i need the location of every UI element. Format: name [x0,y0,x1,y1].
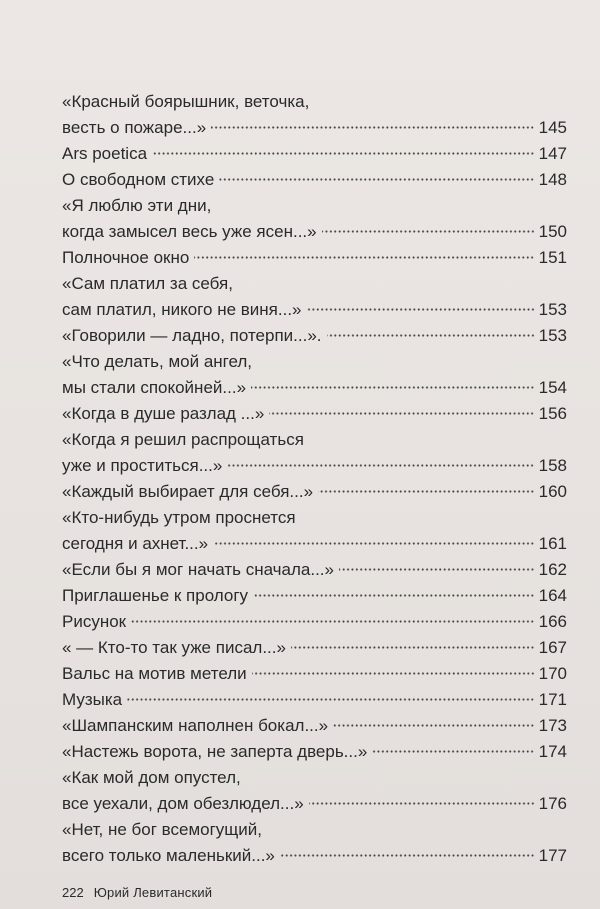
toc-entry [62,609,567,635]
dot-leader [152,152,535,155]
toc-entry-page-number: 176 [538,794,567,813]
toc-entry [62,323,567,349]
toc-entry-title: «Шампанским наполнен бокал...» [62,716,329,735]
toc-entry-title: уже и проститься...» [62,456,223,475]
toc-entry [62,89,567,141]
toc-entry-page-number: 167 [538,638,567,657]
toc-entry-page-number: 153 [538,300,567,319]
toc-entry-page-number: 161 [538,534,567,553]
table-of-contents [62,89,567,869]
toc-entry-line [62,245,567,271]
footer-author: Юрий Левитанский [93,885,213,900]
toc-entry [62,401,567,427]
toc-entry-page-number: 156 [538,404,567,423]
toc-entry-title: Полночное окно [62,248,190,267]
toc-entry-page-number: 162 [538,560,567,579]
toc-entry [62,167,567,193]
toc-entry-title: «Если бы я мог начать сначала...» [62,560,334,579]
toc-entry [62,583,567,609]
toc-entry-title: «Нет, не бог всемогущий, [62,820,262,839]
toc-entry-line [62,297,567,323]
toc-entry-title: «Что делать, мой ангел, [62,352,253,371]
toc-entry [62,739,567,765]
toc-entry-title: «Кто-нибудь утром проснется [62,508,296,527]
toc-entry-line [62,167,567,193]
toc-entry [62,245,567,271]
dot-leader [280,854,535,857]
toc-entry-line [62,323,567,349]
toc-entry [62,713,567,739]
toc-entry-title: «Настежь ворота, не заперта дверь...» [62,742,368,761]
toc-entry-title: Вальс на мотив метели [62,664,247,683]
toc-entry-line [62,141,567,167]
toc-entry-title: «Красный боярышник, веточка, [62,92,310,111]
dot-leader [213,542,535,545]
toc-entry-line [62,765,567,791]
toc-entry-title: весть о пожаре...» [62,118,207,137]
toc-entry-line [62,427,567,453]
dot-leader [372,750,534,753]
toc-entry-line [62,219,567,245]
toc-entry-title: Ars poetica [62,144,148,163]
toc-entry-page-number: 158 [538,456,567,475]
toc-entry-title: сам платил, никого не виня...» [62,300,302,319]
dot-leader [269,412,534,415]
toc-entry-title: «Сам платил за себя, [62,274,233,293]
toc-entry [62,479,567,505]
dot-leader [307,308,535,311]
dot-leader [194,256,534,259]
toc-entry-line [62,583,567,609]
toc-entry-page-number: 151 [538,248,567,267]
toc-entry [62,661,567,687]
toc-entry-title: «Когда в душе разлад ...» [62,404,265,423]
dot-leader [309,802,535,805]
toc-entry-page-number: 148 [538,170,567,189]
toc-entry-page-number: 177 [538,846,567,865]
toc-entry-line [62,505,567,531]
toc-entry-line [62,609,567,635]
toc-entry-title: «Каждый выбирает для себя...» [62,482,314,501]
toc-entry-line [62,635,567,661]
toc-entry-line [62,791,567,817]
toc-entry-line [62,843,567,869]
toc-entry [62,817,567,869]
toc-entry-title: Приглашенье к прологу [62,586,249,605]
toc-entry-page-number: 150 [538,222,567,241]
toc-entry [62,505,567,557]
toc-entry-title: «Я люблю эти дни, [62,196,212,215]
toc-entry-line [62,401,567,427]
dot-leader [127,698,534,701]
toc-entry-title: сегодня и ахнет...» [62,534,209,553]
toc-entry-line [62,531,567,557]
toc-entry [62,635,567,661]
toc-entry-line [62,713,567,739]
toc-entry-line [62,817,567,843]
toc-entry-title: когда замысел весь уже ясен...» [62,222,317,241]
toc-entry-line [62,271,567,297]
dot-leader [131,620,535,623]
toc-entry [62,557,567,583]
dot-leader [327,334,535,337]
dot-leader [318,490,535,493]
toc-entry-page-number: 173 [538,716,567,735]
toc-entry-line [62,557,567,583]
toc-entry-page-number: 153 [538,326,567,345]
toc-entry-page-number: 147 [538,144,567,163]
toc-entry [62,687,567,713]
dot-leader [211,126,534,129]
dot-leader [251,386,535,389]
toc-entry-line [62,661,567,687]
toc-entry-page-number: 154 [538,378,567,397]
toc-entry-title: всего только маленький...» [62,846,275,865]
toc-entry-title: «Говорили — ладно, потерпи...». [62,326,322,345]
dot-leader [252,672,535,675]
toc-entry [62,141,567,167]
toc-entry [62,765,567,817]
dot-leader [333,724,535,727]
dot-leader [253,594,535,597]
toc-entry-title: Рисунок [62,612,127,631]
toc-entry-line [62,89,567,115]
toc-entry-line [62,375,567,401]
dot-leader [339,568,535,571]
dot-leader [291,646,535,649]
toc-entry-line [62,349,567,375]
toc-entry-page-number: 166 [538,612,567,631]
page-footer [62,885,212,900]
toc-entry-page-number: 164 [538,586,567,605]
toc-entry-title: «Как мой дом опустел, [62,768,241,787]
toc-entry-title: Музыка [62,690,123,709]
toc-entry-page-number: 171 [538,690,567,709]
toc-entry-line [62,453,567,479]
toc-entry-title: «Когда я решил распрощаться [62,430,304,449]
toc-entry-line [62,115,567,141]
toc-entry-line [62,739,567,765]
toc-entry-page-number: 174 [538,742,567,761]
toc-entry [62,349,567,401]
toc-entry [62,193,567,245]
toc-entry-line [62,479,567,505]
toc-entry-title: все уехали, дом обезлюдел...» [62,794,304,813]
toc-entry-title: « — Кто-то так уже писал...» [62,638,286,657]
toc-entry [62,427,567,479]
toc-entry-line [62,193,567,219]
toc-entry-page-number: 145 [538,118,567,137]
toc-entry [62,271,567,323]
toc-entry-title: О свободном стихе [62,170,215,189]
toc-entry-title: мы стали спокойней...» [62,378,247,397]
dot-leader [322,230,535,233]
dot-leader [219,178,534,181]
toc-entry-page-number: 170 [538,664,567,683]
toc-entry-line [62,687,567,713]
dot-leader [227,464,534,467]
toc-entry-page-number: 160 [538,482,567,501]
footer-page-number: 222 [62,885,84,900]
